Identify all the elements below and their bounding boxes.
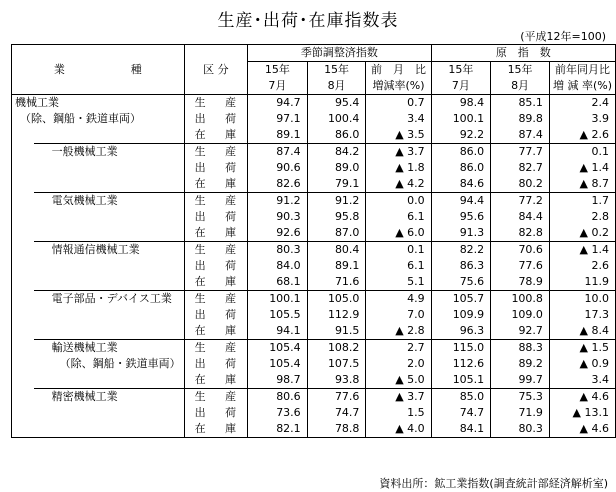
value-cell-o8: 88.3 <box>491 340 550 357</box>
value-cell-yoy: 2.4 <box>549 95 615 112</box>
header-sector: 業 種 <box>12 45 185 95</box>
indent-cell <box>12 405 34 421</box>
index-table <box>11 44 616 438</box>
indent-cell <box>12 225 34 242</box>
value-cell-s7: 73.6 <box>248 405 308 421</box>
value-cell-o7: 92.2 <box>431 127 491 144</box>
value-cell-o7: 98.4 <box>431 95 491 112</box>
value-cell-o7: 86.0 <box>431 160 491 176</box>
value-cell-s8: 100.4 <box>307 111 366 127</box>
value-cell-mom: 0.7 <box>366 95 431 112</box>
value-cell-yoy: ▲ 8.4 <box>549 323 615 340</box>
value-cell-o7: 84.1 <box>431 421 491 438</box>
value-cell-o7: 94.4 <box>431 193 491 210</box>
value-cell-s7: 100.1 <box>248 291 308 308</box>
indent-cell <box>12 340 34 357</box>
kubun-cell: 生 産 <box>184 193 248 210</box>
value-cell-o8: 80.3 <box>491 421 550 438</box>
value-cell-o7: 112.6 <box>431 356 491 372</box>
value-cell-mom: 5.1 <box>366 274 431 291</box>
value-cell-mom: ▲ 1.8 <box>366 160 431 176</box>
value-cell-mom: ▲ 4.2 <box>366 176 431 193</box>
kubun-cell: 在 庫 <box>184 421 248 438</box>
kubun-cell: 在 庫 <box>184 323 248 340</box>
value-cell-s8: 80.4 <box>307 242 366 259</box>
header-kubun: 区 分 <box>184 45 248 95</box>
kubun-cell: 在 庫 <box>184 225 248 242</box>
indent-cell <box>12 323 34 340</box>
table-row <box>12 389 616 406</box>
header-s8-year: 15年 <box>307 62 366 79</box>
indent-cell <box>12 209 34 225</box>
kubun-cell: 出 荷 <box>184 258 248 274</box>
sector-cell: 輸送機械工業 <box>34 340 185 357</box>
value-cell-s8: 105.0 <box>307 291 366 308</box>
value-cell-o8: 82.8 <box>491 225 550 242</box>
value-cell-s8: 91.5 <box>307 323 366 340</box>
header-s7-month: 7月 <box>248 78 308 95</box>
value-cell-yoy: ▲ 1.4 <box>549 242 615 259</box>
sector-cell <box>34 209 185 225</box>
indent-cell <box>12 421 34 438</box>
value-cell-s7: 98.7 <box>248 372 308 389</box>
value-cell-s8: 79.1 <box>307 176 366 193</box>
kubun-cell: 在 庫 <box>184 372 248 389</box>
sector-cell <box>34 307 185 323</box>
value-cell-o8: 80.2 <box>491 176 550 193</box>
value-cell-s8: 86.0 <box>307 127 366 144</box>
header-seasonal: 季節調整済指数 <box>248 45 432 62</box>
value-cell-s8: 84.2 <box>307 144 366 161</box>
value-cell-mom: ▲ 5.0 <box>366 372 431 389</box>
value-cell-s7: 105.5 <box>248 307 308 323</box>
value-cell-s8: 107.5 <box>307 356 366 372</box>
value-cell-yoy: 17.3 <box>549 307 615 323</box>
value-cell-s8: 89.1 <box>307 258 366 274</box>
value-cell-o7: 109.9 <box>431 307 491 323</box>
sector-cell: （除、鋼船・鉄道車両） <box>20 112 141 125</box>
table-row <box>12 340 616 357</box>
value-cell-yoy: 3.4 <box>549 372 615 389</box>
value-cell-s7: 80.6 <box>248 389 308 406</box>
sector-cell <box>34 421 185 438</box>
kubun-cell: 在 庫 <box>184 176 248 193</box>
sector-cell <box>34 323 185 340</box>
value-cell-o7: 84.6 <box>431 176 491 193</box>
value-cell-mom: 6.1 <box>366 209 431 225</box>
value-cell-yoy: ▲ 4.6 <box>549 421 615 438</box>
value-cell-s7: 87.4 <box>248 144 308 161</box>
value-cell-o7: 105.1 <box>431 372 491 389</box>
value-cell-mom: 2.7 <box>366 340 431 357</box>
header-s8-month: 8月 <box>307 78 366 95</box>
table-row <box>12 144 616 161</box>
kubun-cell: 生 産 <box>184 242 248 259</box>
value-cell-yoy: ▲ 4.6 <box>549 389 615 406</box>
kubun-cell: 出 荷 <box>184 307 248 323</box>
value-cell-mom: ▲ 6.0 <box>366 225 431 242</box>
value-cell-s7: 105.4 <box>248 356 308 372</box>
indent-cell <box>12 389 34 406</box>
value-cell-s8: 87.0 <box>307 225 366 242</box>
sector-cell: 電気機械工業 <box>34 193 185 210</box>
table-row <box>12 405 616 421</box>
table-row <box>12 323 616 340</box>
value-cell-mom: 0.1 <box>366 242 431 259</box>
value-cell-s7: 97.1 <box>248 111 308 127</box>
indent-cell <box>12 258 34 274</box>
value-cell-s7: 92.6 <box>248 225 308 242</box>
value-cell-s7: 94.7 <box>248 95 308 112</box>
kubun-cell: 生 産 <box>184 95 248 112</box>
table-row <box>12 274 616 291</box>
header-yoy-top: 前年同月比 <box>549 62 615 79</box>
value-cell-yoy: ▲ 2.6 <box>549 127 615 144</box>
indent-cell <box>12 356 34 372</box>
value-cell-mom: 4.9 <box>366 291 431 308</box>
source-note: 資料出所：鉱工業指数(調査統計部経済解析室) <box>379 477 608 490</box>
table-row <box>12 160 616 176</box>
table-row <box>12 111 616 127</box>
table-row <box>12 242 616 259</box>
value-cell-yoy: ▲ 8.7 <box>549 176 615 193</box>
value-cell-yoy: ▲ 1.4 <box>549 160 615 176</box>
value-cell-mom: ▲ 4.0 <box>366 421 431 438</box>
value-cell-o8: 75.3 <box>491 389 550 406</box>
value-cell-yoy: 2.8 <box>549 209 615 225</box>
base-year-note: (平成12年=100) <box>520 30 606 43</box>
value-cell-yoy: 1.7 <box>549 193 615 210</box>
header-o8-year: 15年 <box>491 62 550 79</box>
sector-cell <box>34 274 185 291</box>
value-cell-mom: ▲ 3.7 <box>366 144 431 161</box>
value-cell-o8: 82.7 <box>491 160 550 176</box>
value-cell-o7: 105.7 <box>431 291 491 308</box>
value-cell-mom: 3.4 <box>366 111 431 127</box>
value-cell-o7: 75.6 <box>431 274 491 291</box>
value-cell-yoy: ▲ 1.5 <box>549 340 615 357</box>
value-cell-s7: 91.2 <box>248 193 308 210</box>
value-cell-mom: 2.0 <box>366 356 431 372</box>
value-cell-yoy: ▲ 13.1 <box>549 405 615 421</box>
header-mom-top: 前 月 比 <box>366 62 431 79</box>
table-row <box>12 127 616 144</box>
sector-cell <box>34 225 185 242</box>
indent-cell <box>12 144 34 161</box>
sector-cell <box>34 160 185 176</box>
value-cell-s7: 90.6 <box>248 160 308 176</box>
header-row-1 <box>12 45 616 62</box>
value-cell-mom: ▲ 2.8 <box>366 323 431 340</box>
header-mom-bottom: 増減率(%) <box>366 78 431 95</box>
sector-cell: 機械工業 <box>15 96 59 109</box>
value-cell-o8: 89.2 <box>491 356 550 372</box>
indent-cell <box>12 193 34 210</box>
value-cell-o7: 91.3 <box>431 225 491 242</box>
kubun-cell: 生 産 <box>184 389 248 406</box>
indent-cell <box>12 274 34 291</box>
table-row <box>12 307 616 323</box>
kubun-cell: 在 庫 <box>184 127 248 144</box>
header-o8-month: 8月 <box>491 78 550 95</box>
indent-cell <box>12 176 34 193</box>
value-cell-yoy: ▲ 0.2 <box>549 225 615 242</box>
kubun-cell: 生 産 <box>184 291 248 308</box>
sector-cell <box>34 405 185 421</box>
value-cell-s7: 68.1 <box>248 274 308 291</box>
indent-cell <box>12 307 34 323</box>
sector-cell <box>12 127 185 144</box>
indent-cell <box>12 372 34 389</box>
value-cell-o7: 115.0 <box>431 340 491 357</box>
value-cell-o8: 99.7 <box>491 372 550 389</box>
value-cell-o8: 89.8 <box>491 111 550 127</box>
value-cell-o7: 82.2 <box>431 242 491 259</box>
value-cell-s7: 89.1 <box>248 127 308 144</box>
value-cell-o7: 86.0 <box>431 144 491 161</box>
table-row <box>12 176 616 193</box>
value-cell-yoy: ▲ 0.9 <box>549 356 615 372</box>
value-cell-mom: 1.5 <box>366 405 431 421</box>
sector-cell <box>34 258 185 274</box>
table-row <box>12 356 616 372</box>
table-row <box>12 95 616 112</box>
value-cell-o8: 100.8 <box>491 291 550 308</box>
indent-cell <box>12 291 34 308</box>
value-cell-s8: 95.4 <box>307 95 366 112</box>
sector-cell <box>34 176 185 193</box>
header-o7-month: 7月 <box>431 78 491 95</box>
table-row <box>12 258 616 274</box>
value-cell-s8: 77.6 <box>307 389 366 406</box>
kubun-cell: 出 荷 <box>184 209 248 225</box>
sector-cell: （除、鋼船・鉄道車両） <box>59 357 181 370</box>
value-cell-mom: 6.1 <box>366 258 431 274</box>
page-title: 生産･出荷･在庫指数表 <box>217 11 399 31</box>
value-cell-s7: 105.4 <box>248 340 308 357</box>
value-cell-s7: 90.3 <box>248 209 308 225</box>
sector-cell: 一般機械工業 <box>34 144 185 161</box>
indent-cell <box>12 160 34 176</box>
value-cell-o8: 70.6 <box>491 242 550 259</box>
value-cell-o8: 85.1 <box>491 95 550 112</box>
value-cell-o8: 87.4 <box>491 127 550 144</box>
kubun-cell: 出 荷 <box>184 160 248 176</box>
header-s7-year: 15年 <box>248 62 308 79</box>
table-row <box>12 193 616 210</box>
kubun-cell: 出 荷 <box>184 405 248 421</box>
value-cell-mom: ▲ 3.5 <box>366 127 431 144</box>
value-cell-o8: 92.7 <box>491 323 550 340</box>
value-cell-s8: 71.6 <box>307 274 366 291</box>
value-cell-o7: 100.1 <box>431 111 491 127</box>
value-cell-o8: 71.9 <box>491 405 550 421</box>
value-cell-o7: 85.0 <box>431 389 491 406</box>
value-cell-o7: 95.6 <box>431 209 491 225</box>
table-row <box>12 225 616 242</box>
value-cell-yoy: 11.9 <box>549 274 615 291</box>
header-yoy-bottom: 増 減 率(%) <box>549 78 615 95</box>
kubun-cell: 生 産 <box>184 340 248 357</box>
value-cell-s8: 91.2 <box>307 193 366 210</box>
table-row <box>12 421 616 438</box>
value-cell-s8: 112.9 <box>307 307 366 323</box>
value-cell-yoy: 0.1 <box>549 144 615 161</box>
value-cell-s8: 89.0 <box>307 160 366 176</box>
value-cell-s8: 95.8 <box>307 209 366 225</box>
value-cell-o8: 77.7 <box>491 144 550 161</box>
value-cell-mom: 0.0 <box>366 193 431 210</box>
value-cell-yoy: 2.6 <box>549 258 615 274</box>
sector-cell: 電子部品・デバイス工業 <box>34 291 185 308</box>
value-cell-mom: ▲ 3.7 <box>366 389 431 406</box>
sector-cell: 情報通信機械工業 <box>34 242 185 259</box>
value-cell-o7: 74.7 <box>431 405 491 421</box>
header-original: 原 指 数 <box>431 45 615 62</box>
value-cell-s7: 82.6 <box>248 176 308 193</box>
kubun-cell: 生 産 <box>184 144 248 161</box>
kubun-cell: 出 荷 <box>184 111 248 127</box>
value-cell-yoy: 10.0 <box>549 291 615 308</box>
table-row <box>12 291 616 308</box>
value-cell-s8: 93.8 <box>307 372 366 389</box>
table-row <box>12 372 616 389</box>
kubun-cell: 在 庫 <box>184 274 248 291</box>
sector-cell: 精密機械工業 <box>34 389 185 406</box>
value-cell-o8: 78.9 <box>491 274 550 291</box>
header-o7-year: 15年 <box>431 62 491 79</box>
value-cell-o8: 109.0 <box>491 307 550 323</box>
table-row <box>12 209 616 225</box>
value-cell-s7: 82.1 <box>248 421 308 438</box>
value-cell-mom: 7.0 <box>366 307 431 323</box>
value-cell-o7: 86.3 <box>431 258 491 274</box>
value-cell-s8: 78.8 <box>307 421 366 438</box>
value-cell-s8: 108.2 <box>307 340 366 357</box>
value-cell-o8: 77.2 <box>491 193 550 210</box>
sector-cell <box>34 372 185 389</box>
value-cell-o8: 77.6 <box>491 258 550 274</box>
indent-cell <box>12 242 34 259</box>
value-cell-yoy: 3.9 <box>549 111 615 127</box>
value-cell-s8: 74.7 <box>307 405 366 421</box>
value-cell-o7: 96.3 <box>431 323 491 340</box>
value-cell-s7: 80.3 <box>248 242 308 259</box>
kubun-cell: 出 荷 <box>184 356 248 372</box>
value-cell-o8: 84.4 <box>491 209 550 225</box>
value-cell-s7: 94.1 <box>248 323 308 340</box>
value-cell-s7: 84.0 <box>248 258 308 274</box>
